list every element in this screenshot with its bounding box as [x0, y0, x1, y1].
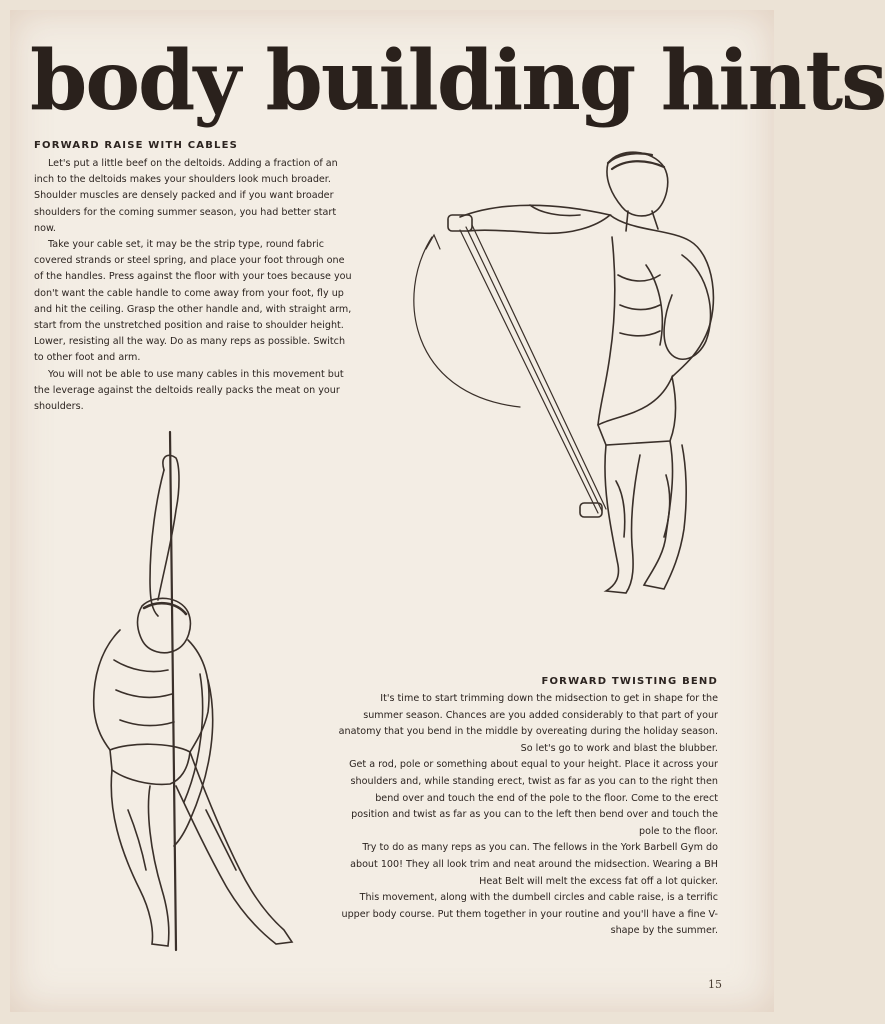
twisting-bend-illustration	[80, 430, 310, 960]
article-paragraph: Take your cable set, it may be the strip type, round fabric covered strands or steel spring, and place your foot through one of the handles. Press against the floor with your toes because you don't want the cable handle to come away from your foot, fly up and hit the ceiling. Grasp the other handle and, with straight arm, start from the unstretched position and raise to shoulder height. Lower, resisting all the way. Do as many reps as possible. Switch to other foot and arm.	[34, 239, 352, 364]
article-paragraph: Let's put a little beef on the deltoids. Adding a fraction of an inch to the deltoids makes your shoulders look much broader. Shoulder muscles are densely packed and if you want broader shoulders for the coming summer season, you had better start now.	[34, 158, 338, 234]
article-paragraph: Get a rod, pole or something about equal to your height. Place it across your shoulders and, while standing erect, twist as far as you can to the right then bend over and touch the end of the pole to the floor. Come to the erect position and twist as far as you can to the left then bend over and touch the pole to the floor.	[349, 759, 718, 837]
forward-raise-article	[34, 156, 352, 415]
article-paragraph: This movement, along with the dumbell circles and cable raise, is a terrific upper body course. Put them together in your routine and you'll have a fine V-shape by the summer.	[341, 892, 718, 937]
article-paragraph: You will not be able to use many cables in this movement but the leverage against the deltoids really packs the meat on your shoulders.	[34, 368, 344, 413]
article-paragraph: Try to do as many reps as you can. The fellows in the York Barbell Gym do about 100! They all look trim and neat around the midsection. Wearing a BH Heat Belt will melt the excess fat off a lot quicker.	[350, 842, 718, 887]
section-heading-twisting-bend: FORWARD TWISTING BEND	[541, 676, 718, 687]
section-heading-forward-raise: FORWARD RAISE WITH CABLES	[34, 140, 239, 151]
page-number: 15	[708, 978, 722, 991]
twisting-bend-article	[338, 691, 718, 940]
cable-raise-illustration	[420, 145, 730, 605]
page-masthead: body building hints	[30, 33, 885, 129]
article-paragraph: It's time to start trimming down the midsection to get in shape for the summer season. Chances are you added considerably to that part of your anatomy that you bend in the middle by overeating during the holiday season. So let's go to work and blast the blubber.	[338, 693, 718, 754]
